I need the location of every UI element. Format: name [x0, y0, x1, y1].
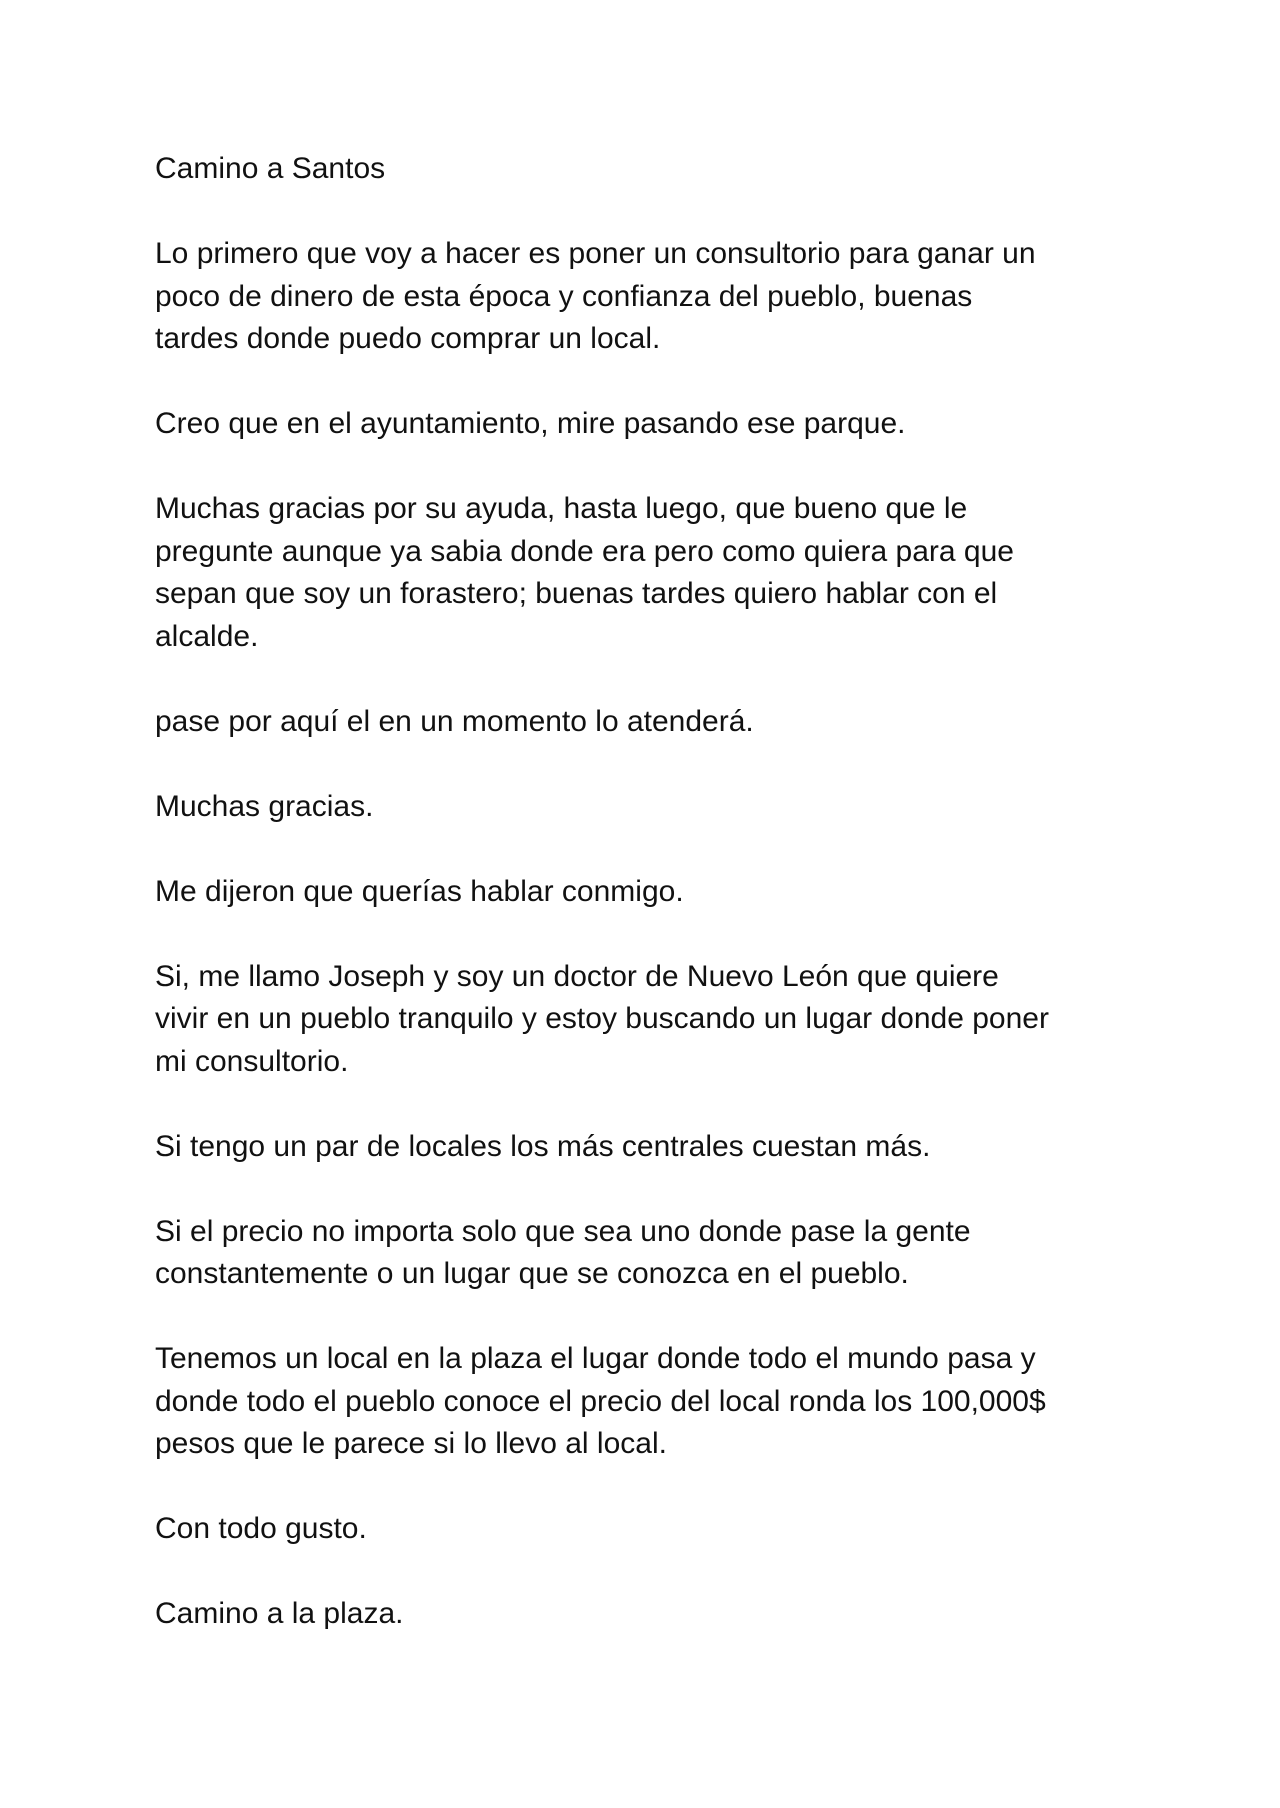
paragraph: Con todo gusto. — [155, 1512, 367, 1545]
paragraph: Tenemos un local en la plaza el lugar donde todo el mundo pasa y donde todo el pueblo conoce el precio del local ronda los 100,000$ pesos que le parece si lo llevo al local. — [155, 1342, 1046, 1460]
paragraph: Lo primero que voy a hacer es poner un consultorio para ganar un poco de dinero de esta época y confianza del pueblo, buenas tardes donde puedo comprar un local. — [155, 237, 1036, 355]
document-title: Camino a Santos — [155, 152, 386, 185]
paragraph: Muchas gracias por su ayuda, hasta luego, que bueno que le pregunte aunque ya sabia donde era pero como quiera para que sepan que soy un forastero; buenas tardes quiero hablar con el alcalde. — [155, 492, 1014, 653]
paragraph: Creo que en el ayuntamiento, mire pasando ese parque. — [155, 407, 906, 440]
paragraph: Si el precio no importa solo que sea uno donde pase la gente constantemente o un lugar que se conozca en el pueblo. — [155, 1214, 971, 1290]
paragraph: Si tengo un par de locales los más centrales cuestan más. — [155, 1129, 931, 1163]
paragraph: Si, me llamo Joseph y soy un doctor de Nuevo León que quiere vivir en un pueblo tranquilo y estoy buscando un lugar donde poner mi consultorio. — [155, 959, 1049, 1078]
document-body — [155, 148, 1155, 1678]
paragraph: pase por aquí el en un momento lo atenderá. — [155, 704, 754, 738]
paragraph: Muchas gracias. — [155, 789, 374, 823]
paragraph: Me dijeron que querías hablar conmigo. — [155, 874, 684, 908]
paragraph: Camino a la plaza. — [155, 1597, 404, 1630]
